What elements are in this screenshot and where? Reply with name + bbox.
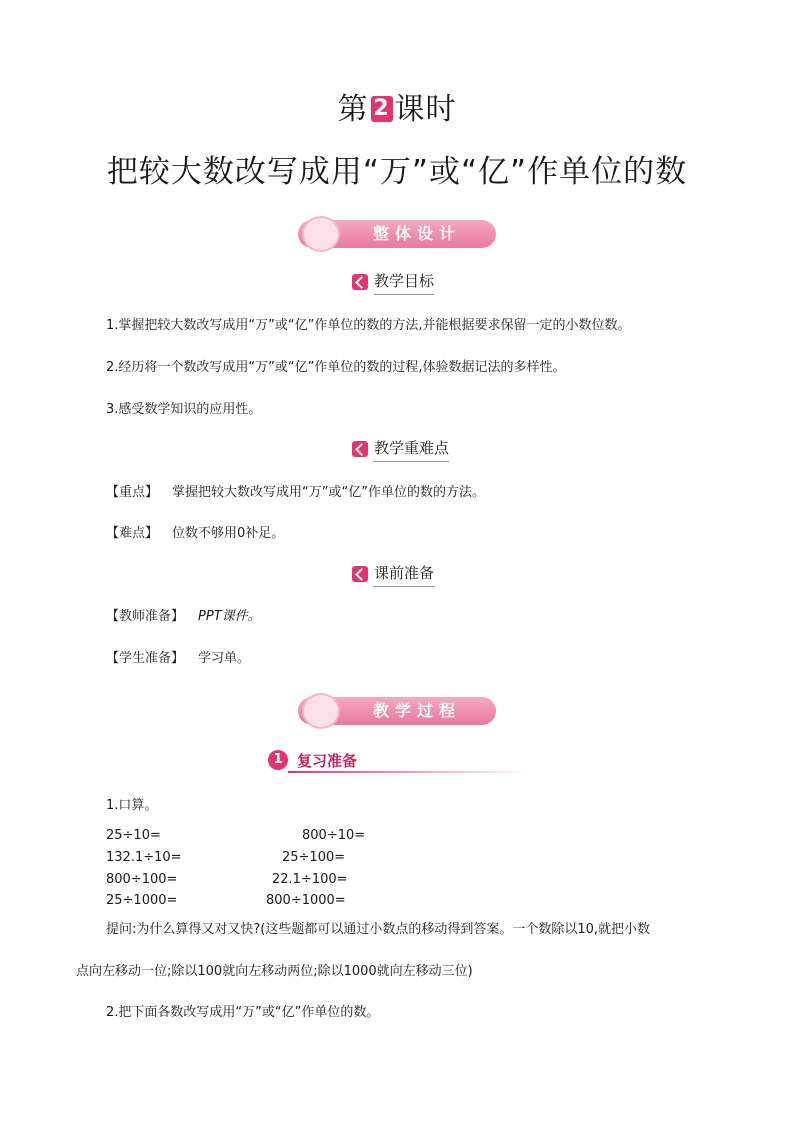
difficulty-row xyxy=(106,524,284,544)
question-line: 点向左移动一位;除以100就向左移动两位;除以1000就向左移动三位) xyxy=(76,964,473,979)
lesson-prefix: 第 xyxy=(337,92,369,127)
oral-calc-heading: 1.口算。 xyxy=(106,798,158,813)
teacher-prep-label: 【教师准备】 xyxy=(106,609,185,624)
section-heading-key-points xyxy=(352,437,449,461)
calc-item: 25÷1000= xyxy=(106,893,178,908)
rewrite-heading: 2.把下面各数改写成用“万”或“亿”作单位的数。 xyxy=(106,1005,380,1020)
teacher-prep-row xyxy=(106,607,261,627)
student-prep-row xyxy=(106,649,250,669)
banner-overall-design xyxy=(298,220,496,248)
calc-item: 22.1÷100= xyxy=(272,872,348,887)
focus-row xyxy=(106,483,485,503)
step-number: 1 xyxy=(268,750,288,770)
book-icon xyxy=(302,216,340,252)
calc-item: 800÷1000= xyxy=(266,893,346,908)
step-underline xyxy=(288,771,530,773)
difficulty-text: 位数不够用0补足。 xyxy=(172,526,285,541)
student-prep-text: 学习单。 xyxy=(198,651,251,666)
lesson-number-heading xyxy=(0,90,794,130)
banner-label: 教学过程 xyxy=(372,701,461,720)
focus-label: 【重点】 xyxy=(106,485,159,500)
focus-text: 掌握把较大数改写成用“万”或“亿”作单位的数的方法。 xyxy=(172,485,485,500)
goal-item: 3.感受数学知识的应用性。 xyxy=(106,402,262,417)
check-icon xyxy=(352,441,368,457)
calc-item: 25÷100= xyxy=(282,850,346,865)
calc-item: 800÷10= xyxy=(302,828,366,843)
target-icon xyxy=(302,693,340,729)
goal-item: 2.经历将一个数改写成用“万”或“亿”作单位的数的过程,体验数据记法的多样性。 xyxy=(106,360,566,375)
section-heading-goals xyxy=(352,270,434,294)
section-heading-preparation xyxy=(352,562,434,586)
student-prep-label: 【学生准备】 xyxy=(106,651,185,666)
calc-item: 25÷10= xyxy=(106,828,161,843)
check-icon xyxy=(352,274,368,290)
difficulty-label: 【难点】 xyxy=(106,526,159,541)
step-heading-review xyxy=(268,747,530,773)
teacher-prep-text: PPT课件。 xyxy=(198,609,261,624)
lesson-number-badge: 2 xyxy=(371,96,393,122)
page-title: 把较大数改写成用“万”或“亿”作单位的数 xyxy=(106,154,688,190)
check-icon xyxy=(352,566,368,582)
question-line: 提问:为什么算得又对又快?(这些题都可以通过小数点的移动得到答案。一个数除以10,就把小数 xyxy=(106,922,651,937)
section-label: 教学目标 xyxy=(374,269,434,295)
section-label: 教学重难点 xyxy=(374,436,449,462)
goal-item: 1.掌握把较大数改写成用“万”或“亿”作单位的数的方法,并能根据要求保留一定的小数位数。 xyxy=(106,318,631,333)
lesson-suffix: 课时 xyxy=(394,92,457,127)
calc-item: 132.1÷10= xyxy=(106,850,182,865)
step-title: 复习准备 xyxy=(297,751,358,770)
section-label: 课前准备 xyxy=(374,561,434,587)
banner-teaching-process xyxy=(298,697,496,725)
banner-label: 整体设计 xyxy=(372,224,461,243)
calc-item: 800÷100= xyxy=(106,872,178,887)
